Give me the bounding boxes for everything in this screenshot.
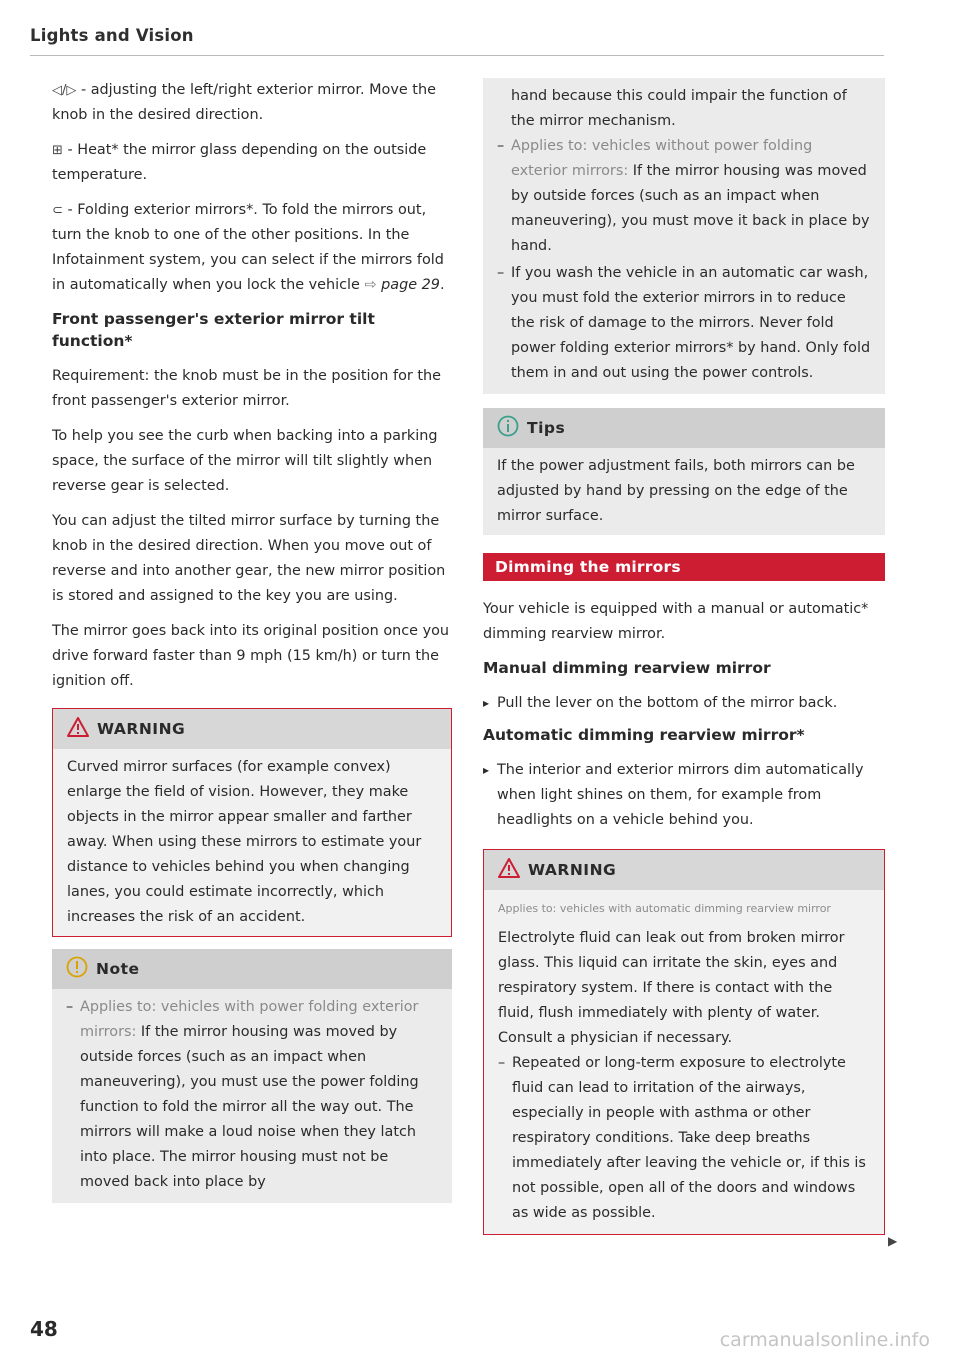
note-item-power-folding: – Applies to: vehicles with power folding exterior mirrors: If the mirror housing was moved by outside forces (such as an impact when maneuvering), you must use the power folding function to fold the mirror all the way out. The mirrors will make a loud noise when they latch into place. The mirror housing must not be moved back into place by [66, 995, 438, 1195]
mirror-heat-icon: ⊞ [52, 143, 63, 158]
page-ref-arrow-icon: ⇨ [364, 277, 377, 293]
warning2-body [484, 890, 884, 1234]
warning2-header [484, 850, 884, 890]
warning2-label: WARNING [528, 861, 617, 879]
mirror-adjust-paragraph: ◁/▷ - adjusting the left/right exterior mirror. Move the knob in the desired direction. [52, 82, 436, 123]
warning-body [53, 749, 451, 936]
page-number: 48 [30, 1317, 58, 1341]
mirror-fold-icon: ⊂ [52, 203, 63, 218]
tilt-function-heading: Front passenger's exterior mirror tilt function* [52, 310, 375, 350]
mirror-fold-paragraph: ⊂ - Folding exterior mirrors*. To fold the mirrors out, turn the knob to one of the other positions. In the Infotainment system, you can select if the mirrors fold in automatically when you lock the vehicle ⇨ page 29. [52, 202, 445, 293]
right-column [483, 78, 885, 1235]
note-exclamation-icon [66, 956, 88, 982]
dimming-intro-paragraph: Your vehicle is equipped with a manual or automatic* dimming rearview mirror. [483, 601, 869, 642]
tilt-requirement-paragraph: Requirement: the knob must be in the position for the front passenger's exterior mirror. [52, 368, 441, 409]
auto-dimming-step: ▸ The interior and exterior mirrors dim automatically when light shines on them, for example from headlights on a vehicle behind you. [483, 758, 885, 833]
warning-box-electrolyte [483, 849, 885, 1235]
tilt-adjust-paragraph: You can adjust the tilted mirror surface by turning the knob in the desired direction. When you move out of reverse and into another gear, the new mirror position is stored and assigned to the key you are using. [52, 513, 446, 604]
page-header [30, 26, 884, 56]
info-icon [497, 415, 519, 441]
note-box [52, 949, 452, 1203]
applies-to-label: Applies to: vehicles with power folding exterior mirrors: [80, 999, 419, 1040]
warning-text: Curved mirror surfaces (for example convex) enlarge the field of vision. However, they make objects in the mirror appear smaller and farther away. When using these mirrors to estimate your distance to vehicles behind you when changing lanes, you could estimate incorrectly, which increases the risk of an accident. [67, 759, 422, 925]
warning-box-convex [52, 708, 452, 937]
page-reference-link[interactable]: page 29 [381, 277, 440, 293]
warning-triangle-icon [498, 858, 520, 882]
warning2-applies: Applies to: vehicles with automatic dimming rearview mirror [498, 902, 831, 915]
note-item-non-power-folding: – Applies to: vehicles without power folding exterior mirrors: If the mirror housing was moved by outside forces (such as an impact when maneuvering), you must move it back in place by hand. [497, 134, 871, 259]
watermark: carmanualsonline.info [719, 1329, 930, 1351]
note-body [52, 989, 452, 1203]
section-title: Lights and Vision [30, 26, 194, 45]
note-box-continued [483, 78, 885, 394]
note-item-car-wash: – If you wash the vehicle in an automatic car wash, you must fold the exterior mirrors in to reduce the risk of damage to the mirrors. Never fold power folding exterior mirrors* by hand. Only fold them in and out using the power controls. [497, 261, 871, 386]
left-column [52, 78, 452, 1203]
note-header [52, 949, 452, 989]
tips-box [483, 408, 885, 535]
mirror-heat-paragraph: ⊞ - Heat* the mirror glass depending on the outside temperature. [52, 142, 427, 183]
manual-dimming-step: ▸ Pull the lever on the bottom of the mirror back. [483, 691, 885, 716]
continue-arrow-icon: ▶ [888, 1234, 898, 1248]
dimming-section-title: Dimming the mirrors [495, 558, 681, 576]
tips-label: Tips [527, 419, 566, 437]
note-continued-body [483, 78, 885, 394]
note-continued-text: hand because this could impair the function of the mirror mechanism. [511, 88, 847, 129]
dimming-section-bar [483, 553, 885, 581]
tilt-reset-paragraph: The mirror goes back into its original position once you drive forward faster than 9 mph (15 km/h) or turn the ignition off. [52, 623, 450, 689]
tips-header [483, 408, 885, 448]
note-label: Note [96, 960, 140, 978]
warning-label: WARNING [97, 720, 186, 738]
warning-triangle-icon [67, 717, 89, 741]
warning2-text: Electrolyte fluid can leak out from broken mirror glass. This liquid can irritate the skin, eyes and respiratory system. If there is contact with the fluid, flush immediately with plenty of water. Consult a physician if necessary. [498, 930, 845, 1046]
left-right-mirror-icon: ◁/▷ [52, 83, 77, 98]
manual-dimming-heading: Manual dimming rearview mirror [483, 659, 771, 677]
tips-body [483, 448, 885, 535]
tilt-curb-paragraph: To help you see the curb when backing into a parking space, the surface of the mirror will tilt slightly when reverse gear is selected. [52, 428, 438, 494]
tips-text: If the power adjustment fails, both mirrors can be adjusted by hand by pressing on the edge of the mirror surface. [497, 458, 855, 524]
applies-to-label: Applies to: vehicles without power folding exterior mirrors: [511, 138, 813, 179]
warning-header [53, 709, 451, 749]
warning2-item-exposure: – Repeated or long-term exposure to electrolyte fluid can lead to irritation of the airways, especially in people with asthma or other respiratory conditions. Take deep breaths immediately after leaving the vehicle or, if this is not possible, open all of the doors and windows as wide as possible. [498, 1051, 870, 1226]
auto-dimming-heading: Automatic dimming rearview mirror* [483, 726, 805, 744]
